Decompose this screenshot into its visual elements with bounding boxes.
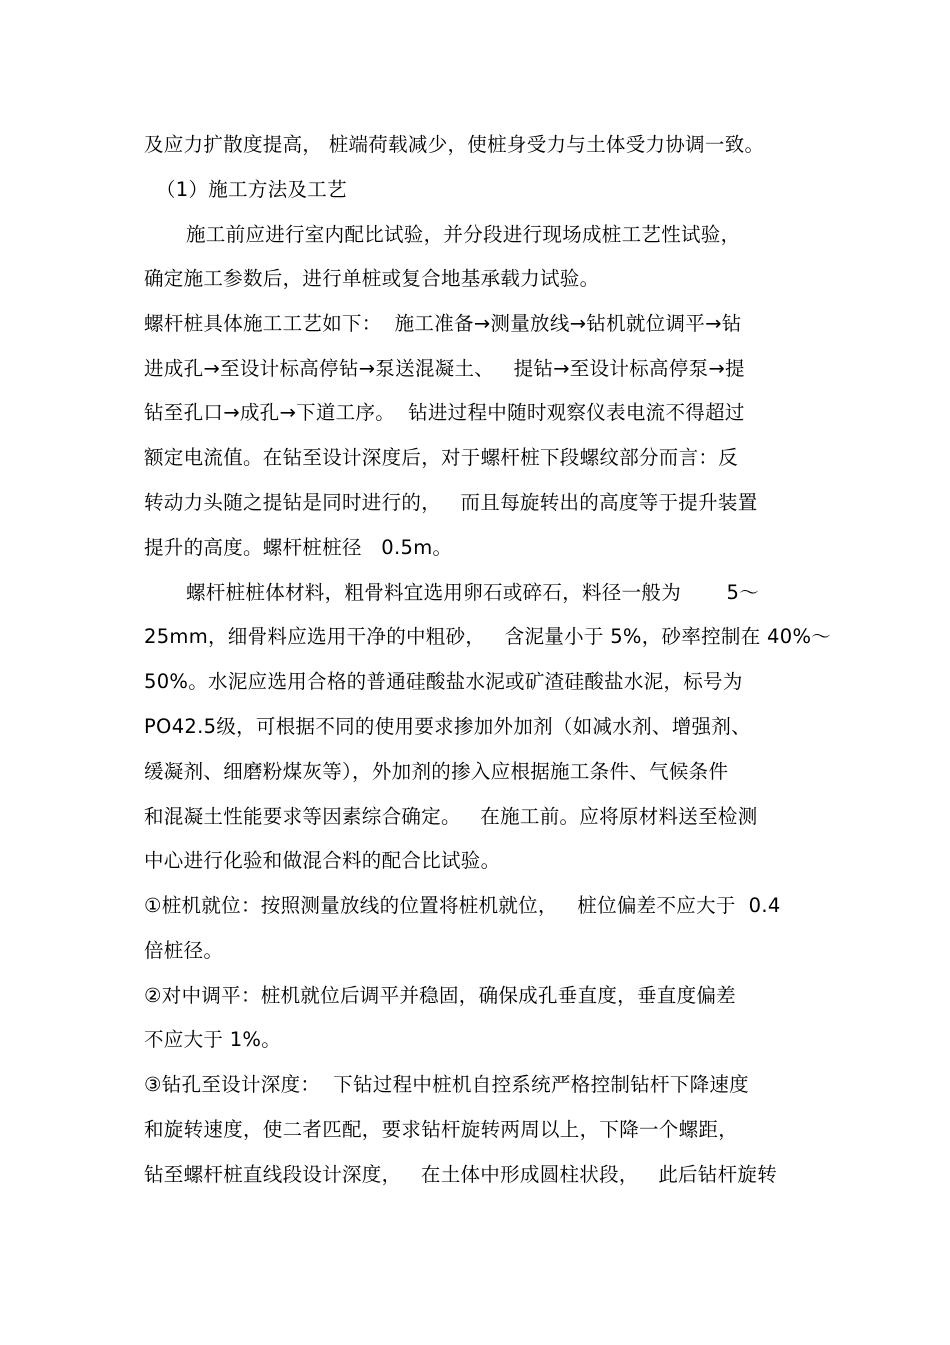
list-item-line: ①桩机就位：按照测量放线的位置将桩机就位， 桩位偏差不应大于 0.4: [144, 894, 781, 917]
text-line: 提升的高度。螺杆桩桩径 0.5m。: [144, 536, 453, 559]
text-line: PO42.5级，可根据不同的使用要求掺加外加剂（如减水剂、增强剂、: [144, 715, 751, 738]
text-line: 中心进行化验和做混合料的配合比试验。: [144, 849, 501, 872]
text-line: 50%。水泥应选用合格的普通硅酸盐水泥或矿渣硅酸盐水泥，标号为: [144, 670, 743, 693]
text-line: 额定电流值。在钻至设计深度后，对于螺杆桩下段螺纹部分而言：反: [144, 446, 739, 469]
list-item-line: ③钻孔至设计深度： 下钻过程中桩机自控系统严格控制钻杆下降速度: [144, 1073, 749, 1096]
text-line: 25mm，细骨料应选用干净的中粗砂， 含泥量小于 5%，砂率控制在 40%～: [144, 625, 832, 648]
text-line: 倍桩径。: [144, 939, 224, 962]
text-line: 及应力扩散度提高， 桩端荷载减少，使桩身受力与土体受力协调一致。: [144, 133, 765, 156]
paragraph-line: 螺杆桩桩体材料，粗骨料宜选用卵石或碎石，料径一般为 5～: [186, 581, 759, 604]
paragraph-line: 施工前应进行室内配比试验，并分段进行现场成桩工艺性试验，: [186, 223, 741, 246]
text-line: 螺杆桩具体施工工艺如下： 施工准备→测量放线→钻机就位调平→钻: [144, 312, 742, 335]
text-line: 进成孔→至设计标高停钻→泵送混凝土、 提钻→至设计标高停泵→提: [144, 357, 745, 380]
list-item-line: ②对中调平：桩机就位后调平并稳固，确保成孔垂直度，垂直度偏差: [144, 984, 736, 1007]
text-line: 和旋转速度，使二者匹配，要求钻杆旋转两周以上，下降一个螺距，: [144, 1118, 739, 1141]
text-line: 不应大于 1%。: [144, 1028, 282, 1051]
text-line: 确定施工参数后，进行单桩或复合地基承载力试验。: [144, 267, 600, 290]
text-line: 转动力头随之提钻是同时进行的， 而且每旋转出的高度等于提升装置: [144, 491, 758, 514]
text-line: 钻至螺杆桩直线段设计深度， 在土体中形成圆柱状段， 此后钻杆旋转: [144, 1163, 777, 1186]
section-heading: （1）施工方法及工艺: [156, 178, 347, 201]
text-line: 钻至孔口→成孔→下道工序。 钻进过程中随时观察仪表电流不得超过: [144, 401, 745, 424]
text-line: 缓凝剂、细磨粉煤灰等），外加剂的掺入应根据施工条件、气候条件: [144, 760, 729, 783]
text-line: 和混凝土性能要求等因素综合确定。 在施工前。应将原材料送至检测: [144, 805, 758, 828]
